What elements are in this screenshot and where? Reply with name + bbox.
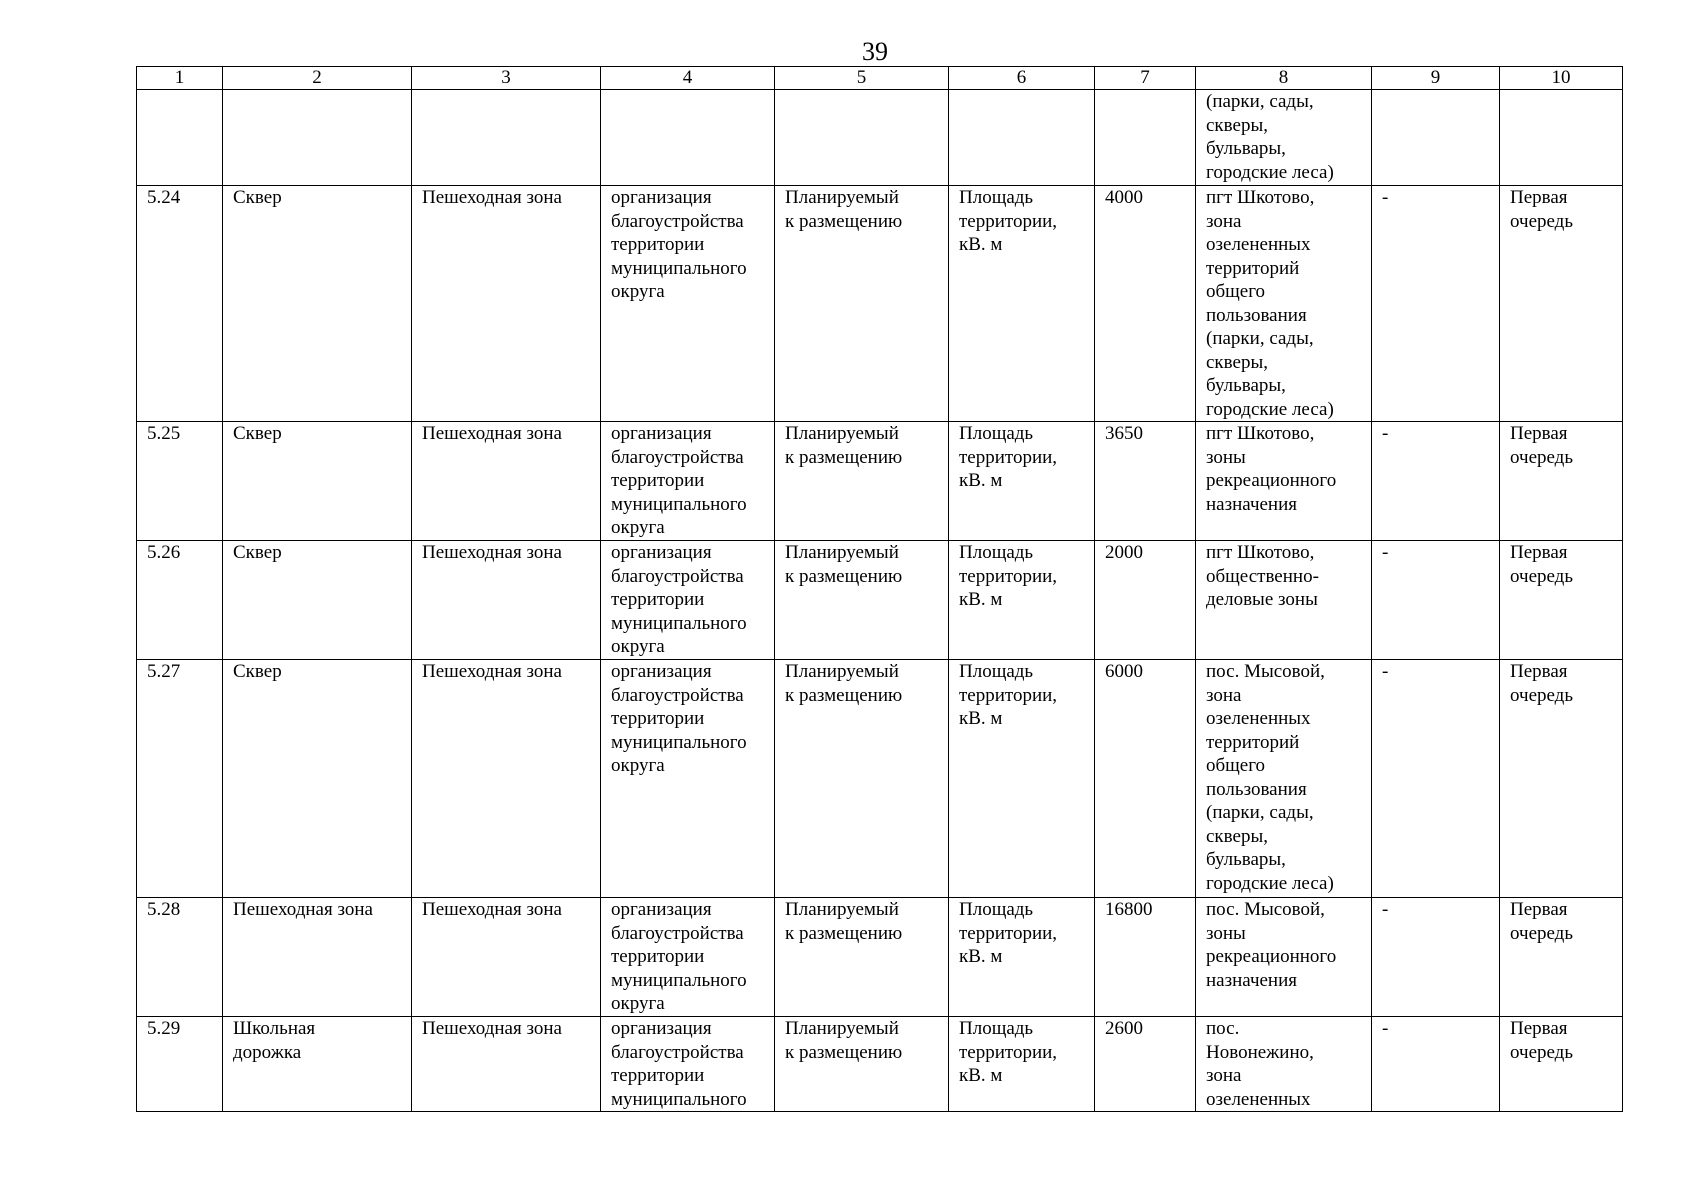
characteristic-cell: Площадь территории, кВ. м [949, 898, 1095, 1017]
value-cell: 2600 [1095, 1017, 1196, 1112]
value-cell: 6000 [1095, 660, 1196, 898]
table-row [137, 186, 1623, 422]
table-cell [949, 90, 1095, 186]
status-cell: Планируемый к размещению [775, 898, 949, 1017]
characteristic-cell: Площадь территории, кВ. м [949, 186, 1095, 422]
column-header: 7 [1095, 67, 1196, 90]
stage-cell: Первая очередь [1500, 1017, 1623, 1112]
object-name-cell: Пешеходная зона [223, 898, 412, 1017]
purpose-cell: организация благоустройства территории муниципального округа [601, 660, 775, 898]
status-cell: Планируемый к размещению [775, 186, 949, 422]
table-cell [137, 90, 223, 186]
characteristic-cell: Площадь территории, кВ. м [949, 422, 1095, 541]
characteristic-cell: Площадь территории, кВ. м [949, 660, 1095, 898]
column-number-row [137, 67, 1623, 90]
value-cell: 3650 [1095, 422, 1196, 541]
column-header: 2 [223, 67, 412, 90]
object-type-cell: Пешеходная зона [412, 541, 601, 660]
table-cell [601, 90, 775, 186]
column-header: 4 [601, 67, 775, 90]
object-name-cell: Школьная дорожка [223, 1017, 412, 1112]
table-row [137, 541, 1623, 660]
object-type-cell: Пешеходная зона [412, 422, 601, 541]
zones-cell: - [1372, 541, 1500, 660]
value-cell: 16800 [1095, 898, 1196, 1017]
table-row [137, 1017, 1623, 1112]
purpose-cell: организация благоустройства территории муниципального округа [601, 186, 775, 422]
location-cell: пгт Шкотово, зона озелененных территорий общего пользования (парки, сады, скверы, бульвары, городские леса) [1196, 186, 1372, 422]
table-row [137, 422, 1623, 541]
row-number-cell: 5.27 [137, 660, 223, 898]
status-cell: Планируемый к размещению [775, 422, 949, 541]
zones-cell: - [1372, 186, 1500, 422]
column-header: 8 [1196, 67, 1372, 90]
row-number-cell: 5.25 [137, 422, 223, 541]
data-table [136, 66, 1623, 1112]
characteristic-cell: Площадь территории, кВ. м [949, 541, 1095, 660]
object-name-cell: Сквер [223, 660, 412, 898]
zones-cell: - [1372, 898, 1500, 1017]
zones-cell: - [1372, 1017, 1500, 1112]
object-type-cell: Пешеходная зона [412, 186, 601, 422]
column-header: 10 [1500, 67, 1623, 90]
location-cell: (парки, сады, скверы, бульвары, городские леса) [1196, 90, 1372, 186]
status-cell: Планируемый к размещению [775, 660, 949, 898]
page-number: 39 [862, 37, 888, 66]
location-cell: пгт Шкотово, зоны рекреационного назначения [1196, 422, 1372, 541]
status-cell: Планируемый к размещению [775, 1017, 949, 1112]
location-cell: пос. Мысовой, зоны рекреационного назначения [1196, 898, 1372, 1017]
purpose-cell: организация благоустройства территории муниципального округа [601, 541, 775, 660]
table-row [137, 898, 1623, 1017]
value-cell: 2000 [1095, 541, 1196, 660]
stage-cell: Первая очередь [1500, 541, 1623, 660]
continuation-row [137, 90, 1623, 186]
stage-cell: Первая очередь [1500, 186, 1623, 422]
location-cell: пгт Шкотово, общественно- деловые зоны [1196, 541, 1372, 660]
table-cell [1372, 90, 1500, 186]
location-cell: пос. Мысовой, зона озелененных территорий общего пользования (парки, сады, скверы, бульвары, городские леса) [1196, 660, 1372, 898]
column-header: 6 [949, 67, 1095, 90]
table-cell [775, 90, 949, 186]
status-cell: Планируемый к размещению [775, 541, 949, 660]
table-cell [1095, 90, 1196, 186]
characteristic-cell: Площадь территории, кВ. м [949, 1017, 1095, 1112]
stage-cell: Первая очередь [1500, 422, 1623, 541]
table-cell [223, 90, 412, 186]
zones-cell: - [1372, 422, 1500, 541]
value-cell: 4000 [1095, 186, 1196, 422]
table-row [137, 660, 1623, 898]
stage-cell: Первая очередь [1500, 898, 1623, 1017]
object-name-cell: Сквер [223, 422, 412, 541]
table-cell [412, 90, 601, 186]
purpose-cell: организация благоустройства территории муниципального [601, 1017, 775, 1112]
row-number-cell: 5.26 [137, 541, 223, 660]
table-cell [1500, 90, 1623, 186]
stage-cell: Первая очередь [1500, 660, 1623, 898]
column-header: 3 [412, 67, 601, 90]
column-header: 5 [775, 67, 949, 90]
object-type-cell: Пешеходная зона [412, 898, 601, 1017]
zones-cell: - [1372, 660, 1500, 898]
column-header: 1 [137, 67, 223, 90]
object-type-cell: Пешеходная зона [412, 1017, 601, 1112]
location-cell: пос. Новонежино, зона озелененных [1196, 1017, 1372, 1112]
object-type-cell: Пешеходная зона [412, 660, 601, 898]
object-name-cell: Сквер [223, 186, 412, 422]
row-number-cell: 5.28 [137, 898, 223, 1017]
purpose-cell: организация благоустройства территории муниципального округа [601, 898, 775, 1017]
row-number-cell: 5.24 [137, 186, 223, 422]
purpose-cell: организация благоустройства территории муниципального округа [601, 422, 775, 541]
column-header: 9 [1372, 67, 1500, 90]
object-name-cell: Сквер [223, 541, 412, 660]
row-number-cell: 5.29 [137, 1017, 223, 1112]
